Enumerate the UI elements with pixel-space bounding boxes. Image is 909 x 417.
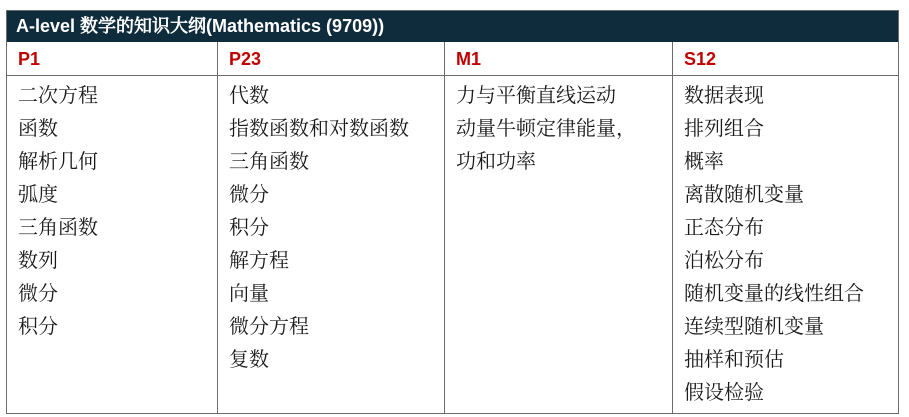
topic-item: 排列组合: [684, 116, 764, 140]
topic-item: 微分: [229, 182, 269, 206]
topic-item: 微分: [18, 281, 58, 305]
topic-item: 正态分布: [684, 215, 764, 239]
column-s12: [673, 42, 898, 413]
table-body: [7, 42, 898, 413]
topic-item: 三角函数: [18, 215, 98, 239]
topic-item: 抽样和预估: [684, 347, 784, 371]
topic-item: 弧度: [18, 182, 58, 206]
column-items-p23: [218, 76, 444, 413]
column-p1: [7, 42, 218, 413]
topic-item: 三角函数: [229, 149, 309, 173]
topic-item: 泊松分布: [684, 248, 764, 272]
topic-item: 力与平衡直线运动: [456, 83, 616, 107]
topic-item: 复数: [229, 347, 269, 371]
topic-item: 概率: [684, 149, 724, 173]
topic-item: 积分: [229, 215, 269, 239]
column-items-p1: [7, 76, 217, 413]
table-title: A-level 数学的知识大纲(Mathematics (9709)): [7, 11, 898, 42]
column-m1: [445, 42, 673, 413]
topic-item: 代数: [229, 83, 269, 107]
column-header-p1: P1: [7, 42, 217, 76]
topic-item: 连续型随机变量: [684, 314, 824, 338]
column-items-s12: [673, 76, 898, 413]
topic-item: 假设检验: [684, 380, 764, 404]
topic-item: 向量: [229, 281, 269, 305]
topic-item: 数列: [18, 248, 58, 272]
topic-item: 动量牛顿定律能量，: [456, 116, 636, 140]
topic-item: 解析几何: [18, 149, 98, 173]
topic-item: 函数: [18, 116, 58, 140]
column-header-s12: S12: [673, 42, 898, 76]
column-p23: [218, 42, 445, 413]
topic-item: 离散随机变量: [684, 182, 804, 206]
topic-item: 积分: [18, 314, 58, 338]
topic-item: 功和功率: [456, 149, 536, 173]
column-items-m1: [445, 76, 672, 413]
topic-item: 数据表现: [684, 83, 764, 107]
column-header-p23: P23: [218, 42, 444, 76]
topic-item: 随机变量的线性组合: [684, 281, 864, 305]
topic-item: 解方程: [229, 248, 289, 272]
column-header-m1: M1: [445, 42, 672, 76]
topic-item: 微分方程: [229, 314, 309, 338]
syllabus-table: [6, 10, 899, 414]
topic-item: 二次方程: [18, 83, 98, 107]
topic-item: 指数函数和对数函数: [229, 116, 409, 140]
